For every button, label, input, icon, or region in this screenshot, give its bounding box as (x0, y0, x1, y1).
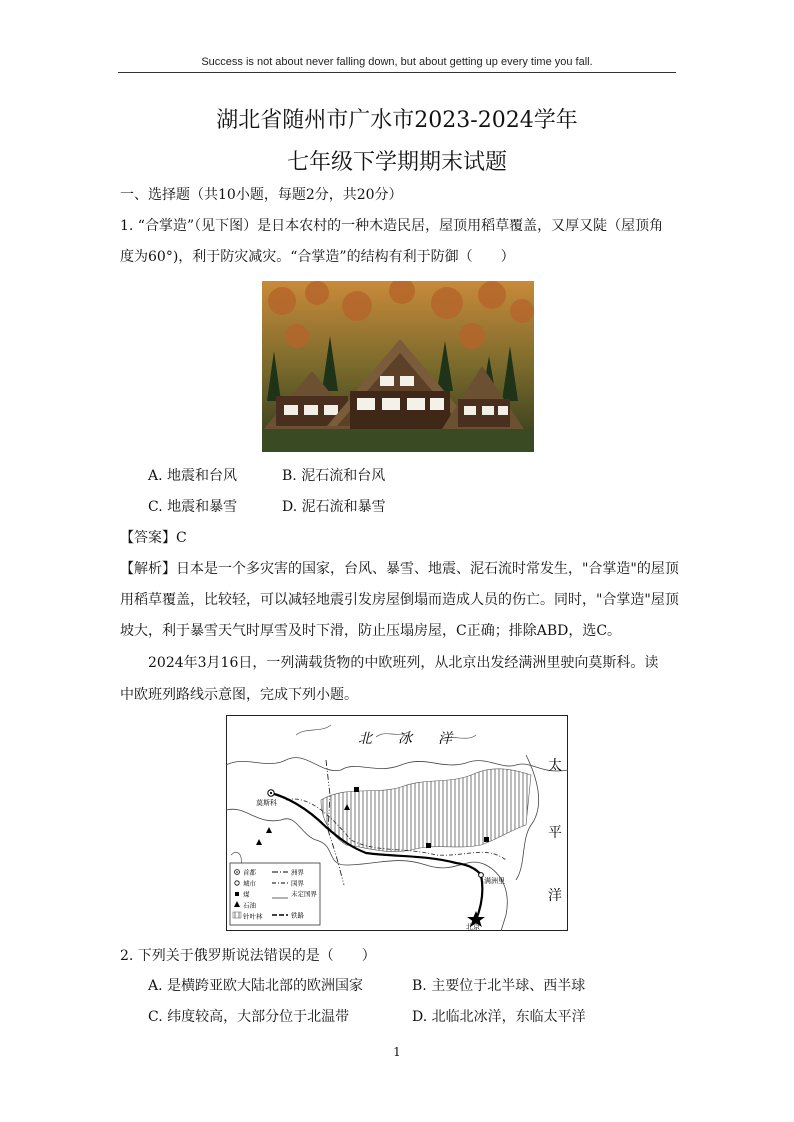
q1-option-d: D. 泥石流和暴雪 (282, 499, 386, 515)
legend-forest: 针叶林 (243, 912, 263, 921)
q1-answer: 【答案】C (120, 530, 187, 546)
q2-option-d: D. 北临北冰洋，东临太平洋 (412, 1009, 586, 1025)
exam-title: 湖北省随州市广水市2023-2024学年 (216, 108, 578, 133)
section-heading: 一、选择题（共10小题，每题2分，共20分） (120, 187, 403, 203)
gassho-zukuri-photo (262, 281, 534, 452)
pacific-ocean-label-1: 太 (548, 758, 562, 774)
q1-stem-line1: 1. “合掌造”（见下图）是日本农村的一种木造民居，屋顶用稻草覆盖，又厚又陡（屋顶角 (120, 218, 664, 234)
q2-stem: 2. 下列关于俄罗斯说法错误的是（ ） (120, 948, 376, 964)
q1-analysis-line1: 【解析】日本是一个多灾害的国家，台风、暴雪、地震、泥石流时常发生，"合掌造"的屋顶 (120, 561, 679, 577)
arctic-ocean-label-2: 冰 (398, 731, 412, 747)
q2-option-a: A. 是横跨亚欧大陆北部的欧洲国家 (148, 978, 364, 994)
beijing-label: 北京 (466, 923, 480, 931)
arctic-ocean-label-1: 北 (358, 731, 372, 747)
q1-option-b: B. 泥石流和台风 (282, 468, 386, 484)
legend-railway: 铁路 (291, 911, 304, 920)
q1-analysis-line3: 坡大，利于暴雪天气时厚雪及时下滑，防止压塌房屋，C正确；排除ABD，选C。 (120, 623, 622, 639)
pacific-ocean-label-3: 洋 (548, 888, 562, 904)
q1-analysis-line2: 用稻草覆盖，比较轻，可以减轻地震引发房屋倒塌而造成人员的伤亡。同时，"合掌造"屋顶 (120, 592, 679, 608)
manzhouli-label: 满洲里 (484, 877, 505, 885)
legend-coal: 煤 (243, 890, 250, 899)
legend-undefined-boundary: 未定国界 (291, 890, 317, 898)
legend-country-boundary: 国界 (291, 879, 304, 888)
legend-oil: 石油 (243, 901, 256, 910)
china-europe-railway-map (226, 715, 568, 931)
page-number: 1 (393, 1045, 401, 1059)
intro-line2: 中欧班列路线示意图，完成下列小题。 (120, 687, 358, 703)
page-header-motto: Success is not about never falling down, but about getting up every time you fall. (201, 56, 593, 68)
q1-option-a: A. 地震和台风 (148, 468, 238, 484)
q1-option-c: C. 地震和暴雪 (148, 499, 238, 515)
q2-option-b: B. 主要位于北半球、西半球 (412, 978, 586, 994)
legend-capital: 首都 (243, 868, 256, 877)
legend-continent-boundary: 洲界 (291, 868, 304, 877)
intro-line1: 2024年3月16日，一列满载货物的中欧班列，从北京出发经满洲里驶向莫斯科。读 (148, 655, 659, 671)
header-rule (118, 72, 676, 73)
q2-option-c: C. 纬度较高，大部分位于北温带 (148, 1009, 350, 1025)
q1-stem-line2: 度为60°)，利于防灾减灾。“合掌造”的结构有利于防御（ ） (120, 249, 515, 265)
exam-subtitle: 七年级下学期期末试题 (286, 150, 507, 175)
legend-city: 城市 (243, 879, 256, 888)
arctic-ocean-label-3: 洋 (438, 731, 452, 747)
pacific-ocean-label-2: 平 (548, 825, 562, 841)
moscow-label: 莫斯科 (256, 799, 277, 807)
